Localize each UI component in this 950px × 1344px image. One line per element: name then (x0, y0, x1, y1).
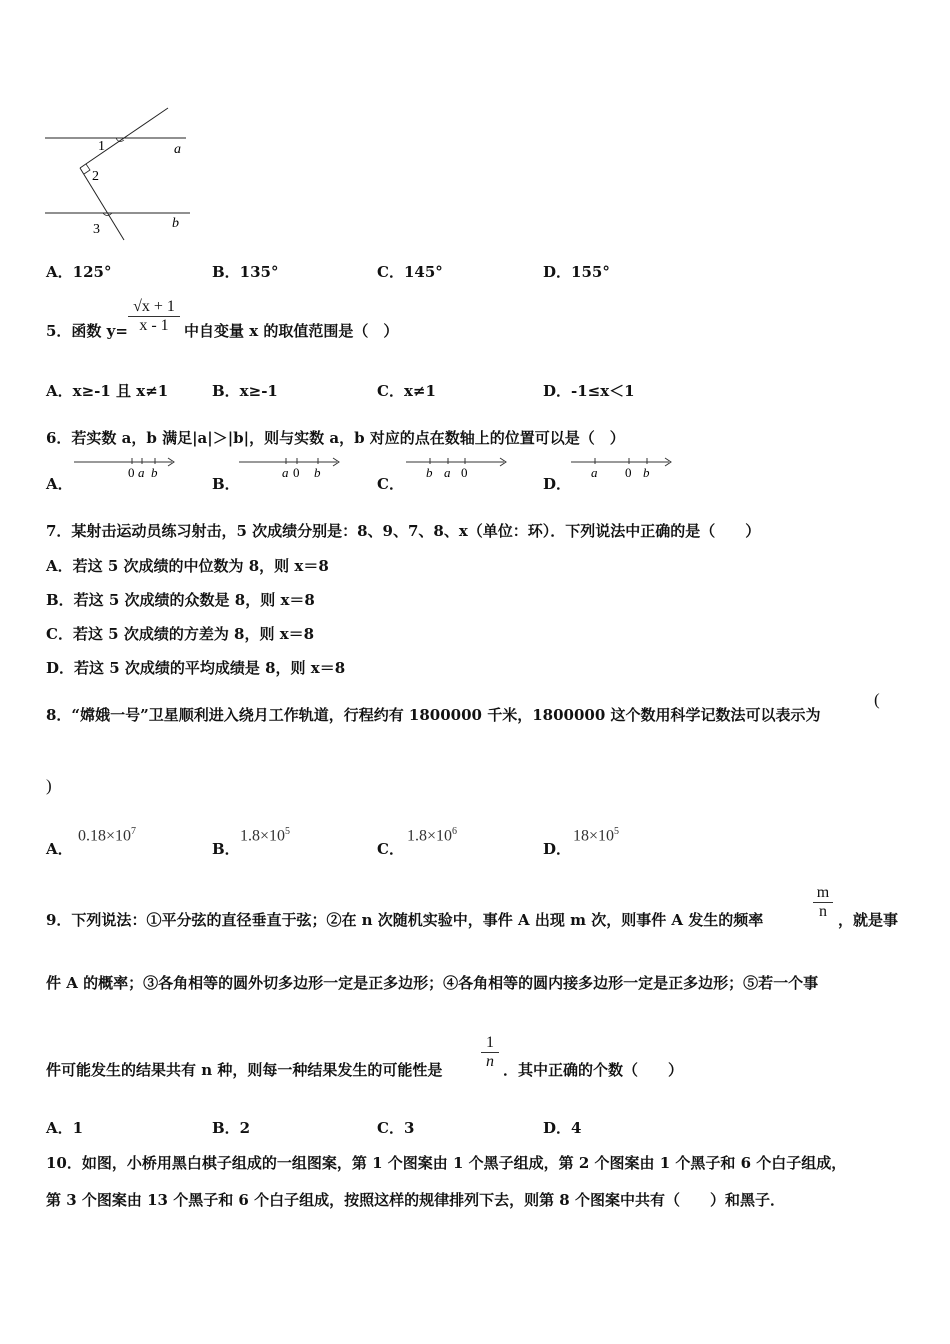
q6-b-tick-b: b (314, 465, 321, 480)
q7-option-d[interactable]: D．若这 5 次成绩的平均成绩是 8，则 x＝8 (46, 659, 346, 677)
q9-option-a[interactable]: A．1 (46, 1119, 84, 1137)
q5-option-a[interactable]: A．x≥-1 且 x≠1 (46, 382, 169, 400)
q7-option-b[interactable]: B．若这 5 次成绩的众数是 8，则 x＝8 (46, 591, 315, 609)
q8-b-mantissa: 1.8×10 (240, 827, 286, 845)
q8-d-exponent: 5 (614, 826, 620, 837)
q6-b-tick-a: a (282, 465, 289, 480)
q6-c-tick-0: 0 (461, 465, 468, 480)
q6-option-a-number-line[interactable] (72, 452, 180, 480)
right-angle-mark (84, 164, 90, 174)
q8-option-d-value[interactable] (573, 826, 619, 845)
q10-line-1: 10．如图，小桥用黑白棋子组成的一组图案，第 1 个图案由 1 个黑子组成，第 2 个图案由 1 个黑子和 6 个白子组成， (46, 1154, 847, 1172)
q8-a-exponent: 7 (131, 826, 137, 837)
q8-a-mantissa: 0.18×10 (78, 827, 132, 845)
q6-option-d-letter[interactable]: D． (543, 475, 572, 493)
q9-option-c[interactable]: C．3 (377, 1119, 415, 1137)
q10-line-2: 第 3 个图案由 13 个黑子和 6 个白子组成，按照这样的规律排列下去，则第 8 个图案中共有（ ）和黑子． (46, 1191, 785, 1209)
q4-option-a[interactable]: A．125° (46, 263, 112, 281)
q5-suffix: 中自变量 x 的取值范围是（ ） (184, 322, 399, 340)
q6-d-tick-b: b (643, 465, 650, 480)
q9-line-1-end: ，就是事 (838, 911, 899, 929)
q6-option-b-number-line[interactable] (237, 452, 345, 480)
q6-c-tick-b: b (426, 465, 433, 480)
q9-fraction-m-n (813, 884, 833, 921)
q6-d-tick-0: 0 (625, 465, 632, 480)
q4-option-b[interactable]: B．135° (212, 263, 279, 281)
transversal-lower (80, 168, 124, 240)
q8-c-mantissa: 1.8×10 (407, 827, 453, 845)
q5-numerator: √x + 1 (128, 298, 180, 317)
q5-prefix: 5．函数 y= (46, 322, 128, 340)
q9-frac1-numerator: m (813, 884, 833, 903)
q9-frac2-denominator: n (486, 1053, 494, 1070)
q9-fraction-1-n (481, 1034, 499, 1071)
q8-d-mantissa: 18×10 (573, 827, 615, 845)
q4-option-d[interactable]: D．155° (543, 263, 610, 281)
angle-1-label: 1 (98, 139, 105, 154)
q6-option-a-letter[interactable]: A． (46, 475, 73, 493)
q6-a-tick-0: 0 (128, 465, 135, 480)
q5-option-b[interactable]: B．x≥-1 (212, 382, 278, 400)
q6-d-tick-a: a (591, 465, 598, 480)
q5-option-c[interactable]: C．x≠1 (377, 382, 436, 400)
q8-option-a-letter[interactable]: A． (46, 840, 73, 858)
q9-option-d[interactable]: D．4 (543, 1119, 582, 1137)
q9-frac2-numerator: 1 (481, 1034, 499, 1053)
q6-option-c-letter[interactable]: C． (377, 475, 404, 493)
q9-line-3: 件可能发生的结果共有 n 种，则每一种结果发生的可能性是 (46, 1061, 443, 1079)
q8-option-a-value[interactable] (78, 826, 136, 845)
q9-line-2: 件 A 的概率；③各角相等的圆外切多边形一定是正多边形；④各角相等的圆内接多边形一定是正多边形；⑤若一个事 (46, 974, 819, 992)
q8-option-b-value[interactable] (240, 826, 290, 845)
angle-2-label: 2 (92, 169, 99, 184)
q4-option-c[interactable]: C．145° (377, 263, 443, 281)
q9-option-b[interactable]: B．2 (212, 1119, 251, 1137)
q8-open-paren: ( (874, 690, 880, 709)
q8-option-d-letter[interactable]: D． (543, 840, 572, 858)
q6-option-b-letter[interactable]: B． (212, 475, 240, 493)
q6-option-d-number-line[interactable] (569, 452, 677, 480)
q5-denominator: x - 1 (139, 317, 169, 334)
parallel-lines-figure (40, 100, 200, 245)
q8-option-c-letter[interactable]: C． (377, 840, 404, 858)
q6-c-tick-a: a (444, 465, 451, 480)
line-b-label: b (172, 216, 179, 231)
q6-a-tick-b: b (151, 465, 158, 480)
angle-3-label: 3 (93, 222, 100, 237)
q7-stem: 7．某射击运动员练习射击，5 次成绩分别是：8、9、7、8、x（单位：环）．下列说法中正确的是（ ） (46, 522, 761, 540)
q8-b-exponent: 5 (285, 826, 291, 837)
q8-close-paren: ) (46, 776, 52, 795)
q9-line-1: 9．下列说法：①平分弦的直径垂直于弦；②在 n 次随机实验中，事件 A 出现 m 次，则事件 A 发生的频率 (46, 911, 764, 929)
q9-line-3-end: ．其中正确的个数（ ） (503, 1061, 684, 1079)
line-a-label: a (174, 142, 181, 157)
q5-fraction (128, 298, 180, 335)
q8-option-b-letter[interactable]: B． (212, 840, 240, 858)
q7-option-a[interactable]: A．若这 5 次成绩的中位数为 8，则 x＝8 (46, 557, 329, 575)
q9-frac1-denominator: n (819, 903, 827, 920)
q8-c-exponent: 6 (452, 826, 458, 837)
q6-option-c-number-line[interactable] (404, 452, 512, 480)
q8-option-c-value[interactable] (407, 826, 457, 845)
q7-option-c[interactable]: C．若这 5 次成绩的方差为 8，则 x＝8 (46, 625, 315, 643)
q8-stem: 8．“嫦娥一号”卫星顺利进入绕月工作轨道，行程约有 1800000 千米，1800000 这个数用科学记数法可以表示为 (46, 706, 821, 724)
q6-stem: 6．若实数 a，b 满足|a|＞|b|，则与实数 a，b 对应的点在数轴上的位置可以是（ ） (46, 429, 625, 447)
q6-b-tick-0: 0 (293, 465, 300, 480)
q5-option-d[interactable]: D．-1≤x＜1 (543, 382, 635, 400)
q6-a-tick-a: a (138, 465, 145, 480)
